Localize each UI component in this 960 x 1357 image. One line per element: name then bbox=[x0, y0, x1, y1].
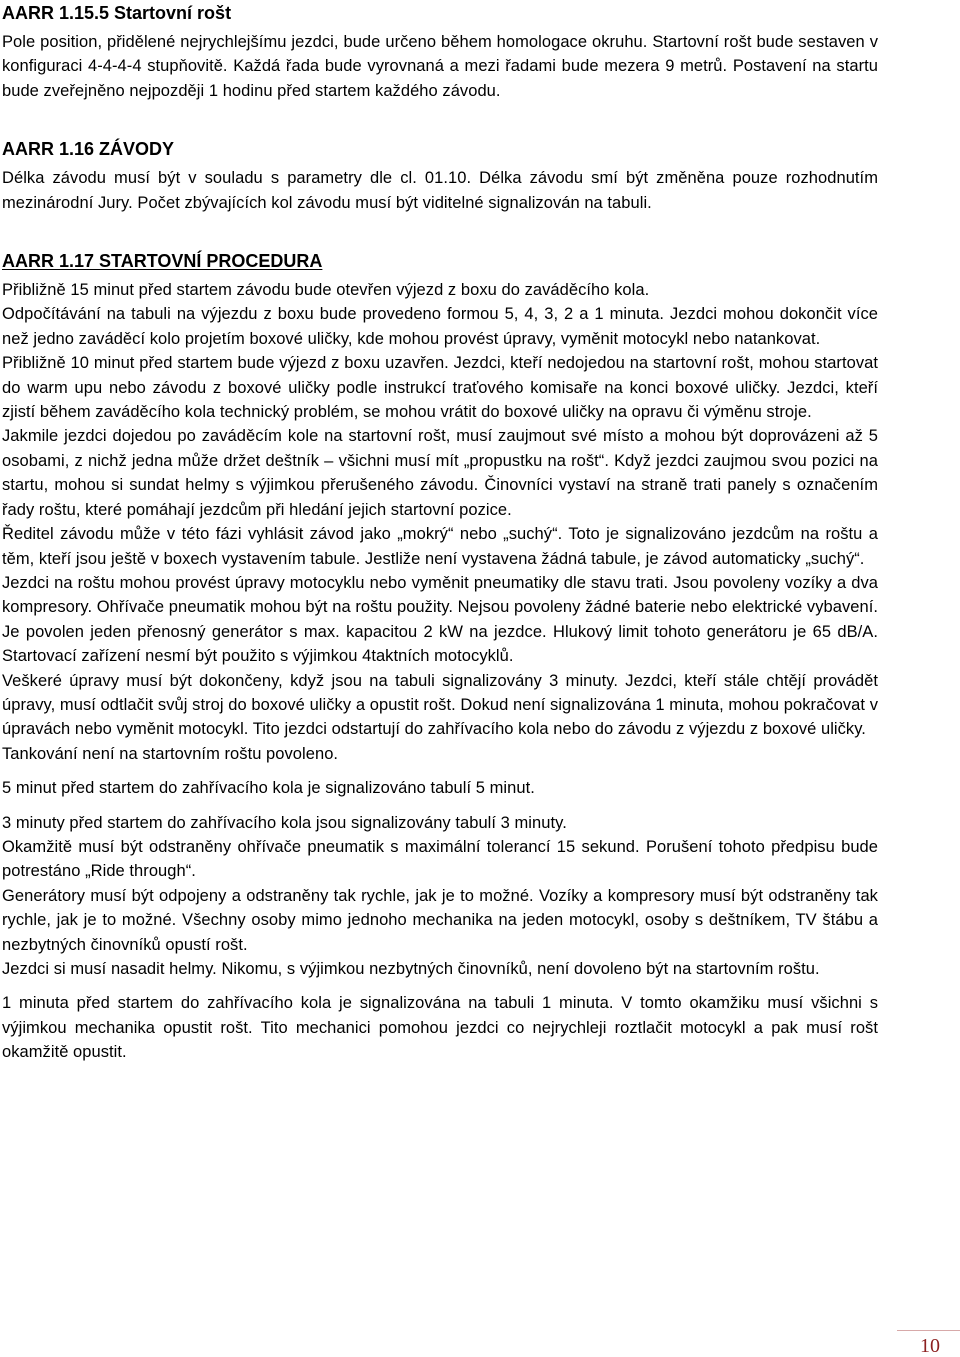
section-heading-startovni-procedura: AARR 1.17 STARTOVNÍ PROCEDURA bbox=[2, 251, 323, 272]
paragraph: Pole position, přidělené nejrychlejšímu jezdci, bude určeno během homologace okruhu. Startovní rošt bude sestaven v konfiguraci 4-4-4-4 stupňovitě. Každá řada bude vyrovnaná a mezi řadami bude mezera 9 metrů. Postavení na startu bude zveřejněno nejpozději 1 hodinu před startem každého závodu. bbox=[2, 33, 878, 100]
document-body bbox=[2, 0, 878, 1065]
paragraph: Délka závodu musí být v souladu s parametry dle cl. 01.10. Délka závodu smí být změněna pouze rozhodnutím mezinárodní Jury. Počet zbývajících kol závodu musí být viditelné signalizován na tabuli. bbox=[2, 169, 878, 212]
paragraph: 1 minuta před startem do zahřívacího kola je signalizována na tabuli 1 minuta. V tomto okamžiku musí všichni s výjimkou mechanika opustit rošt. Tito mechanici pomohou jezdci co nejrychleji roztlačit motocykl a pak musí rošt okamžitě opustit. bbox=[2, 994, 878, 1062]
paragraph: Jezdci na roštu mohou provést úpravy motocyklu nebo vyměnit pneumatiky dle stavu trati. Jsou povoleny vozíky a dva kompresory. Ohřívače pneumatik mohou být na roštu použity. Nejsou povoleny žádné baterie nebo elektrické vybavení. Je povolen jeden přenosný generátor s max. kapacitou 2 kW na jezdce. Hlukový limit tohoto generátoru je 65 dB/A. Startovací zařízení nesmí být použito s výjimkou 4taktních motocyklů. bbox=[2, 573, 878, 666]
paragraph: Přibližně 10 minut před startem bude výjezd z boxu uzavřen. Jezdci, kteří nedojedou na startovní rošt, mohou startovat do warm upu nebo závodu z boxové uličky podle instrukcí traťového komisaře na konci boxové uličky. Jezdci, kteří zjistí během zaváděcího kola technický problém, se mohou vrátit do boxové uličky na opravu či výměnu stroje. bbox=[2, 354, 878, 422]
paragraph: 5 minut před startem do zahřívacího kola je signalizováno tabulí 5 minut. bbox=[2, 779, 535, 798]
section-heading-startovni-rost: AARR 1.15.5 Startovní rošt bbox=[2, 3, 232, 23]
paragraph: Přibližně 15 minut před startem závodu bude otevřen výjezd z boxu do zaváděcího kola. bbox=[2, 281, 650, 300]
paragraph: Jezdci si musí nasadit helmy. Nikomu, s výjimkou nezbytných činovníků, není dovoleno být na startovním roštu. bbox=[2, 960, 820, 978]
paragraph: Odpočítávání na tabuli na výjezdu z boxu bude provedeno formou 5, 4, 3, 2 a 1 minuta. Jezdci mohou dokončit více než jedno zaváděcí kolo projetím boxové uličky, kde mohou provést úpravy, vyměnit motocykl nebo natankovat. bbox=[2, 305, 878, 348]
paragraph: 3 minuty před startem do zahřívacího kola jsou signalizovány tabulí 3 minuty. bbox=[2, 813, 567, 832]
paragraph: Okamžitě musí být odstraněny ohřívače pneumatik s maximální tolerancí 15 sekund. Porušení tohoto předpisu bude potrestáno „Ride through“. bbox=[2, 837, 878, 881]
footer-divider bbox=[897, 1330, 960, 1331]
paragraph: Tankování není na startovním roštu povoleno. bbox=[2, 744, 339, 763]
section-heading-zavody: AARR 1.16 ZÁVODY bbox=[2, 139, 175, 160]
paragraph: Ředitel závodu může v této fázi vyhlásit závod jako „mokrý“ nebo „suchý“. Toto je signalizováno jezdcům na roštu a těm, kteří jsou ještě v boxech vystavením tabule. Jestliže není vystavena žádná tabule, je závod automaticky „suchý“. bbox=[2, 525, 878, 568]
paragraph: Veškeré úpravy musí být dokončeny, když jsou na tabuli signalizovány 3 minuty. Jezdci, kteří stále chtějí provádět úpravy, musí odtlačit svůj stroj do boxové uličky a opustit rošt. Dokud není signalizována 1 minuta, mohou pokračovat v úpravách nebo vyměnit motocykl. Tito jezdci odstartují do zahřívacího kola nebo do závodu z výjezdu z boxové uličky. bbox=[2, 671, 878, 739]
paragraph: Generátory musí být odpojeny a odstraněny tak rychle, jak je to možné. Vozíky a kompresory musí být odstraněny tak rychle, jak je to možné. Všechny osoby mimo jednoho mechanika na jeden motocykl, osoby s deštníkem, TV štábu a nezbytných činovníků opustí rošt. bbox=[2, 886, 878, 954]
paragraph: Jakmile jezdci dojedou po zaváděcím kole na startovní rošt, musí zaujmout své místo a mohou být doprovázeni až 5 osobami, z nichž jedna může držet deštník – všichni musí mít „propustku na rošt“. Když jezdci zaujmou svou pozici na startu, mohou si sundat helmy s výjimkou přerušeného závodu. Činovníci vystaví na straně trati panely s označením řady roštu, které pomáhají jezdcům při hledání jejich startovní pozice. bbox=[2, 427, 878, 519]
page-number: 10 bbox=[920, 1335, 940, 1357]
